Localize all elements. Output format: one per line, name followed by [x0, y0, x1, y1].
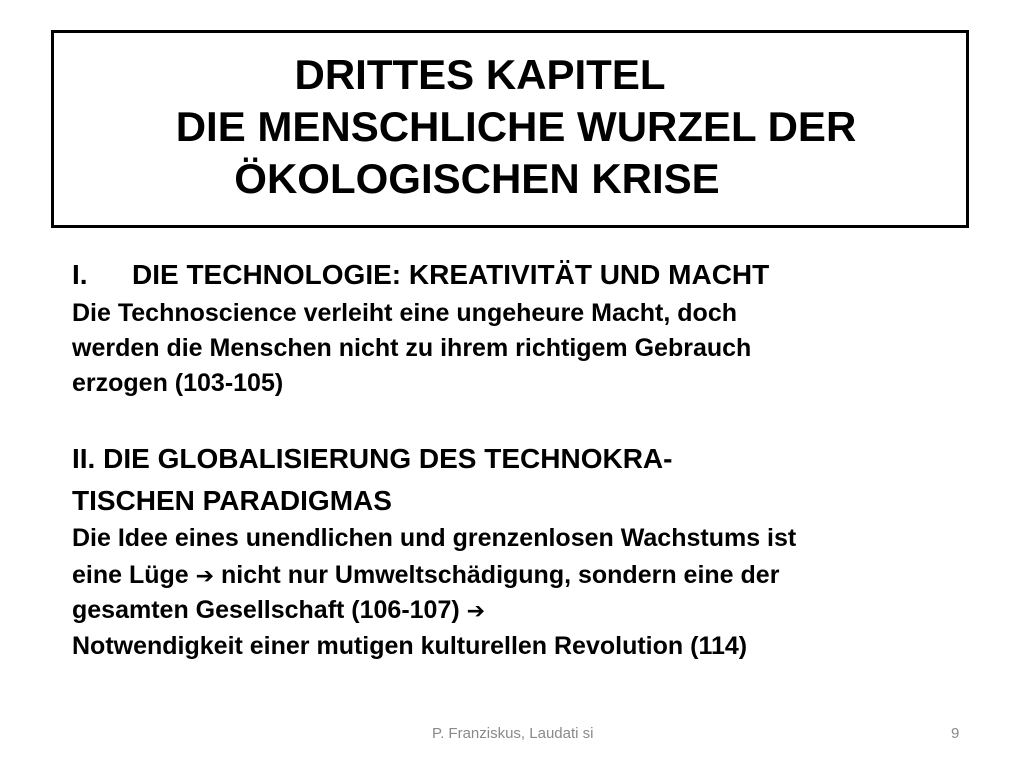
section-2-line-3-text: gesamten Gesellschaft (106-107)	[72, 596, 460, 624]
title-line-1: DRITTES KAPITEL	[294, 51, 666, 98]
footer-source: P. Franziskus, Laudati si	[432, 725, 594, 742]
title-box	[51, 30, 969, 228]
section-2-line-3	[72, 593, 982, 629]
title-line-3: ÖKOLOGISCHEN KRISE	[234, 155, 720, 202]
section-2-line-2	[72, 558, 982, 594]
section-1-heading-text: DIE TECHNOLOGIE: KREATIVITÄT UND MACHT	[132, 259, 770, 290]
title-line-2: DIE MENSCHLICHE WURZEL DER	[175, 103, 857, 150]
section-2-line-2-part-b: nicht nur Umweltschädigung, sondern eine der	[221, 561, 780, 589]
right-arrow-icon: ➔	[195, 564, 215, 589]
section-1-heading	[72, 257, 982, 293]
slide-number: 9	[951, 725, 960, 742]
section-2-line-1: Die Idee eines unendlichen und grenzenlosen Wachstums ist	[72, 524, 797, 552]
section-2-heading-line-1: II. DIE GLOBALISIERUNG DES TECHNOKRA-	[72, 443, 673, 474]
section-2-line-2-part-a: eine Lüge	[72, 561, 189, 589]
section-1-line-1: Die Technoscience verleiht eine ungeheure Macht, doch	[72, 299, 737, 327]
section-1-number: I.	[72, 259, 88, 290]
section-1-line-3: erzogen (103-105)	[72, 369, 284, 397]
section-2-line-4: Notwendigkeit einer mutigen kulturellen Revolution (114)	[72, 632, 748, 660]
right-arrow-icon: ➔	[466, 599, 486, 624]
section-2-heading-line-2: TISCHEN PARADIGMAS	[72, 485, 392, 516]
section-1-line-2: werden die Menschen nicht zu ihrem richtigem Gebrauch	[72, 334, 752, 362]
